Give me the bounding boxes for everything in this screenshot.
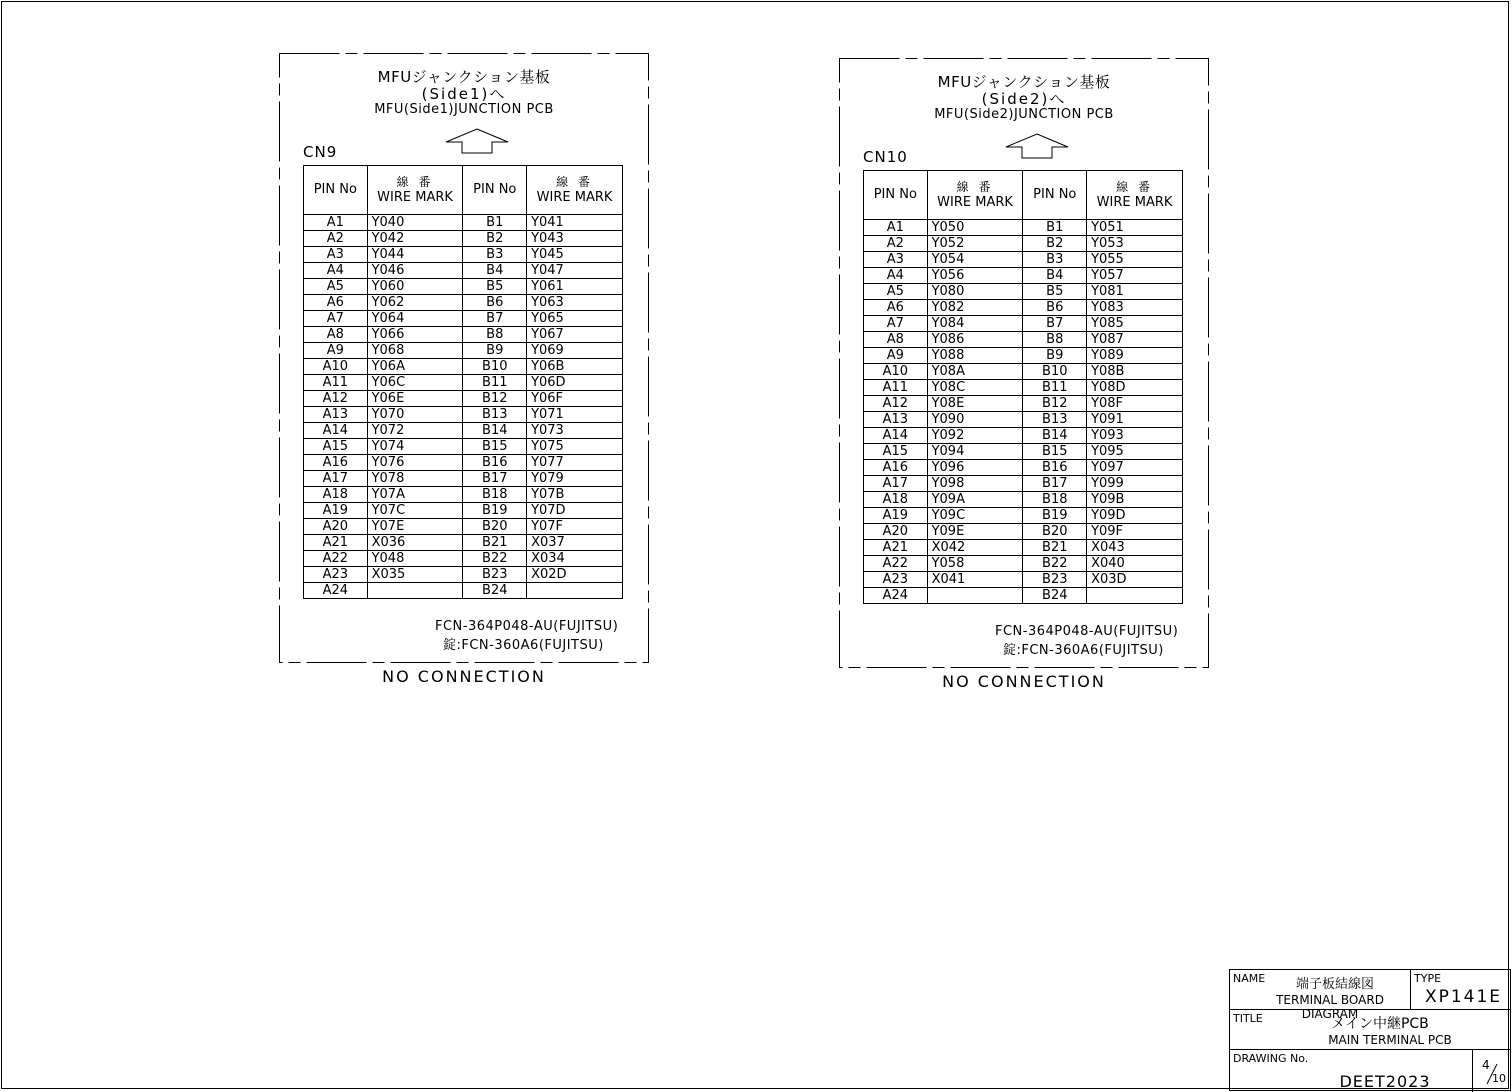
wire-a-cell: Y08E xyxy=(927,396,1023,412)
pin-a-cell: A7 xyxy=(304,311,368,327)
pin-a-cell: A11 xyxy=(304,375,368,391)
pin-b-cell: B22 xyxy=(463,551,527,567)
pin-a-cell: A16 xyxy=(864,460,928,476)
wire-a-cell: Y09A xyxy=(927,492,1023,508)
pin-b-cell: B23 xyxy=(463,567,527,583)
wire-a-cell: Y07A xyxy=(367,487,463,503)
pin-b-cell: B19 xyxy=(463,503,527,519)
title-cell xyxy=(1229,1009,1511,1050)
wire-a-cell: Y048 xyxy=(367,551,463,567)
wire-a-cell: Y060 xyxy=(367,279,463,295)
wire-b-cell: Y067 xyxy=(527,327,623,343)
table-row xyxy=(304,407,623,423)
wire-a-cell: Y082 xyxy=(927,300,1023,316)
wire-b-cell: X02D xyxy=(527,567,623,583)
table-row xyxy=(304,423,623,439)
table-row xyxy=(304,519,623,535)
connector-label: CN10 xyxy=(863,148,908,166)
table-row xyxy=(304,583,623,599)
pin-a-cell: A15 xyxy=(864,444,928,460)
table-row xyxy=(304,391,623,407)
pin-b-cell: B7 xyxy=(463,311,527,327)
pin-a-cell: A13 xyxy=(304,407,368,423)
wire-b-cell: Y06B xyxy=(527,359,623,375)
wire-a-cell: Y072 xyxy=(367,423,463,439)
pin-table xyxy=(863,170,1183,604)
pin-b-cell: B17 xyxy=(1023,476,1087,492)
table-row xyxy=(864,268,1183,284)
connector-label: CN9 xyxy=(303,143,338,161)
pin-b-cell: B3 xyxy=(1023,252,1087,268)
pin-header-b: PIN No xyxy=(463,166,527,215)
pin-a-cell: A1 xyxy=(304,215,368,231)
table-row xyxy=(864,572,1183,588)
pin-a-cell: A4 xyxy=(864,268,928,284)
pin-b-cell: B12 xyxy=(463,391,527,407)
wire-a-cell: Y040 xyxy=(367,215,463,231)
wire-header-b: 線 番 WIRE MARK xyxy=(527,166,623,215)
sheet-number: 4 xyxy=(1482,1058,1490,1072)
wire-a-cell: Y070 xyxy=(367,407,463,423)
table-row xyxy=(864,524,1183,540)
wire-a-cell: Y09E xyxy=(927,524,1023,540)
table-row xyxy=(304,551,623,567)
part-number: FCN-364P048-AU(FUJITSU) xyxy=(995,624,1179,639)
wire-a-cell: Y090 xyxy=(927,412,1023,428)
wire-b-cell: Y089 xyxy=(1087,348,1183,364)
panel-title-jp: MFUジャンクション基板 xyxy=(937,73,1111,91)
part-number: FCN-364P048-AU(FUJITSU) xyxy=(435,619,619,634)
wire-a-cell: Y062 xyxy=(367,295,463,311)
drawing-value: DEET2023 xyxy=(1339,1072,1431,1091)
pin-a-cell: A14 xyxy=(864,428,928,444)
table-row xyxy=(864,460,1183,476)
wire-b-cell: Y091 xyxy=(1087,412,1183,428)
pin-b-cell: B3 xyxy=(463,247,527,263)
pin-b-cell: B7 xyxy=(1023,316,1087,332)
pin-a-cell: A18 xyxy=(304,487,368,503)
pin-b-cell: B18 xyxy=(1023,492,1087,508)
wire-b-cell: Y057 xyxy=(1087,268,1183,284)
wire-b-cell: Y085 xyxy=(1087,316,1183,332)
wire-b-cell: Y041 xyxy=(527,215,623,231)
pin-a-cell: A9 xyxy=(304,343,368,359)
pin-b-cell: B15 xyxy=(463,439,527,455)
pin-a-cell: A1 xyxy=(864,220,928,236)
wire-b-cell: Y061 xyxy=(527,279,623,295)
panel-title-en: MFU(Side2)JUNCTION PCB xyxy=(934,107,1114,122)
wire-a-cell: Y042 xyxy=(367,231,463,247)
pin-a-cell: A2 xyxy=(864,236,928,252)
table-row xyxy=(304,567,623,583)
pin-b-cell: B16 xyxy=(463,455,527,471)
type-cell xyxy=(1410,969,1511,1010)
wire-b-cell: Y087 xyxy=(1087,332,1183,348)
wire-b-cell: X040 xyxy=(1087,556,1183,572)
wire-a-cell: Y074 xyxy=(367,439,463,455)
table-row xyxy=(864,348,1183,364)
wire-b-cell: Y063 xyxy=(527,295,623,311)
table-row xyxy=(864,236,1183,252)
pin-a-cell: A22 xyxy=(864,556,928,572)
wire-a-cell: Y078 xyxy=(367,471,463,487)
table-row xyxy=(864,556,1183,572)
pin-b-cell: B1 xyxy=(1023,220,1087,236)
wire-header-b: 線 番 WIRE MARK xyxy=(1087,171,1183,220)
pin-b-cell: B21 xyxy=(463,535,527,551)
table-row xyxy=(864,396,1183,412)
wire-b-cell xyxy=(1087,588,1183,604)
table-row xyxy=(304,455,623,471)
pin-b-cell: B1 xyxy=(463,215,527,231)
table-row xyxy=(304,535,623,551)
pin-a-cell: A3 xyxy=(864,252,928,268)
wire-a-cell: Y08C xyxy=(927,380,1023,396)
pin-b-cell: B4 xyxy=(1023,268,1087,284)
pin-b-cell: B4 xyxy=(463,263,527,279)
pin-b-cell: B20 xyxy=(1023,524,1087,540)
wire-b-cell: Y07D xyxy=(527,503,623,519)
wire-a-cell: Y046 xyxy=(367,263,463,279)
wire-b-cell: X037 xyxy=(527,535,623,551)
wire-b-cell: Y075 xyxy=(527,439,623,455)
pin-a-cell: A13 xyxy=(864,412,928,428)
pin-b-cell: B5 xyxy=(1023,284,1087,300)
table-row xyxy=(304,343,623,359)
table-row xyxy=(304,439,623,455)
pin-a-cell: A6 xyxy=(864,300,928,316)
up-arrow-icon xyxy=(444,128,510,154)
wire-b-cell: Y081 xyxy=(1087,284,1183,300)
table-row xyxy=(864,588,1183,604)
connector-panel-cn10 xyxy=(839,58,1209,691)
pin-a-cell: A17 xyxy=(864,476,928,492)
wire-b-cell: Y055 xyxy=(1087,252,1183,268)
title-jp: メイン中継PCB xyxy=(1331,1016,1429,1032)
wire-header-a: 線 番 WIRE MARK xyxy=(367,166,463,215)
wire-b-cell: Y06D xyxy=(527,375,623,391)
pin-b-cell: B2 xyxy=(463,231,527,247)
pin-a-cell: A19 xyxy=(304,503,368,519)
wire-a-cell: Y050 xyxy=(927,220,1023,236)
pin-a-cell: A5 xyxy=(304,279,368,295)
wire-a-cell: Y054 xyxy=(927,252,1023,268)
wire-a-cell: Y084 xyxy=(927,316,1023,332)
wire-b-cell: Y08F xyxy=(1087,396,1183,412)
pin-b-cell: B5 xyxy=(463,279,527,295)
wire-a-cell: Y044 xyxy=(367,247,463,263)
wire-a-cell: Y066 xyxy=(367,327,463,343)
title-block xyxy=(1229,969,1511,1091)
pin-rows xyxy=(864,220,1183,604)
wire-a-cell: Y09C xyxy=(927,508,1023,524)
wire-a-cell: Y088 xyxy=(927,348,1023,364)
table-row xyxy=(864,284,1183,300)
pin-b-cell: B2 xyxy=(1023,236,1087,252)
wire-a-cell: Y096 xyxy=(927,460,1023,476)
wire-a-cell: Y098 xyxy=(927,476,1023,492)
pin-a-cell: A15 xyxy=(304,439,368,455)
wire-a-cell: Y064 xyxy=(367,311,463,327)
pin-a-cell: A4 xyxy=(304,263,368,279)
drawing-sheet xyxy=(1,1,1509,1089)
pin-a-cell: A24 xyxy=(304,583,368,599)
pin-a-cell: A19 xyxy=(864,508,928,524)
pin-a-cell: A7 xyxy=(864,316,928,332)
panel-title-side: (Side2)へ xyxy=(981,90,1067,108)
pin-b-cell: B13 xyxy=(463,407,527,423)
wire-a-cell: X035 xyxy=(367,567,463,583)
drawing-label: DRAWING No. xyxy=(1233,1052,1309,1065)
table-row xyxy=(864,508,1183,524)
wire-b-cell: X03D xyxy=(1087,572,1183,588)
pin-b-cell: B19 xyxy=(1023,508,1087,524)
pin-b-cell: B14 xyxy=(463,423,527,439)
table-row xyxy=(864,444,1183,460)
wire-a-cell: Y08A xyxy=(927,364,1023,380)
panel-title-side: (Side1)へ xyxy=(421,85,507,103)
pin-a-cell: A20 xyxy=(864,524,928,540)
pin-a-cell: A17 xyxy=(304,471,368,487)
wire-a-cell: Y086 xyxy=(927,332,1023,348)
table-row xyxy=(304,263,623,279)
wire-b-cell: Y069 xyxy=(527,343,623,359)
wire-a-cell: X042 xyxy=(927,540,1023,556)
wire-b-cell: Y097 xyxy=(1087,460,1183,476)
panel-title-en: MFU(Side1)JUNCTION PCB xyxy=(374,102,554,117)
wire-a-cell: Y052 xyxy=(927,236,1023,252)
lock-part-number: 錠:FCN-360A6(FUJITSU) xyxy=(443,638,604,653)
pin-b-cell: B12 xyxy=(1023,396,1087,412)
table-row xyxy=(304,279,623,295)
table-row xyxy=(864,252,1183,268)
pin-b-cell: B21 xyxy=(1023,540,1087,556)
wire-a-cell: Y058 xyxy=(927,556,1023,572)
name-jp: 端子板結線図 xyxy=(1295,977,1374,992)
pin-b-cell: B24 xyxy=(463,583,527,599)
table-row xyxy=(864,492,1183,508)
pin-a-cell: A18 xyxy=(864,492,928,508)
name-label: NAME xyxy=(1233,972,1266,985)
table-row xyxy=(304,295,623,311)
pin-b-cell: B6 xyxy=(1023,300,1087,316)
connector-panel-cn9 xyxy=(279,53,649,686)
table-row xyxy=(304,327,623,343)
up-arrow-icon xyxy=(1004,133,1070,159)
pin-table xyxy=(303,165,623,599)
wire-a-cell xyxy=(367,583,463,599)
pin-b-cell: B14 xyxy=(1023,428,1087,444)
table-row xyxy=(864,428,1183,444)
pin-a-cell: A12 xyxy=(864,396,928,412)
pin-b-cell: B13 xyxy=(1023,412,1087,428)
no-connection-note: NO CONNECTION xyxy=(382,667,546,686)
wire-a-cell: Y092 xyxy=(927,428,1023,444)
table-row xyxy=(304,359,623,375)
pin-a-cell: A5 xyxy=(864,284,928,300)
wire-header-a: 線 番 WIRE MARK xyxy=(927,171,1023,220)
wire-b-cell: Y099 xyxy=(1087,476,1183,492)
pin-a-cell: A9 xyxy=(864,348,928,364)
title-label: TITLE xyxy=(1233,1012,1263,1025)
sheet-number-divider xyxy=(1472,1050,1473,1092)
pin-b-cell: B8 xyxy=(1023,332,1087,348)
type-value: XP141E xyxy=(1424,987,1503,1007)
wire-b-cell: Y09B xyxy=(1087,492,1183,508)
wire-b-cell: Y079 xyxy=(527,471,623,487)
pin-a-cell: A8 xyxy=(864,332,928,348)
table-row xyxy=(864,412,1183,428)
wire-b-cell: X043 xyxy=(1087,540,1183,556)
wire-a-cell: Y07C xyxy=(367,503,463,519)
table-row xyxy=(304,231,623,247)
pin-b-cell: B10 xyxy=(1023,364,1087,380)
pin-b-cell: B9 xyxy=(463,343,527,359)
pin-header-b: PIN No xyxy=(1023,171,1087,220)
table-row xyxy=(304,247,623,263)
pin-header-a: PIN No xyxy=(864,171,928,220)
pin-a-cell: A14 xyxy=(304,423,368,439)
pin-b-cell: B20 xyxy=(463,519,527,535)
type-label: TYPE xyxy=(1414,972,1442,985)
pin-a-cell: A23 xyxy=(864,572,928,588)
wire-b-cell: Y06F xyxy=(527,391,623,407)
pin-b-cell: B9 xyxy=(1023,348,1087,364)
table-row xyxy=(304,375,623,391)
wire-b-cell: Y07F xyxy=(527,519,623,535)
panel-title-jp: MFUジャンクション基板 xyxy=(377,68,551,86)
pin-a-cell: A21 xyxy=(304,535,368,551)
wire-b-cell: Y073 xyxy=(527,423,623,439)
pin-a-cell: A8 xyxy=(304,327,368,343)
wire-a-cell: Y094 xyxy=(927,444,1023,460)
pin-b-cell: B22 xyxy=(1023,556,1087,572)
table-row xyxy=(304,471,623,487)
pin-rows xyxy=(304,215,623,599)
wire-b-cell: Y047 xyxy=(527,263,623,279)
pin-a-cell: A20 xyxy=(304,519,368,535)
wire-a-cell: Y07E xyxy=(367,519,463,535)
table-row xyxy=(864,332,1183,348)
wire-b-cell: Y09D xyxy=(1087,508,1183,524)
wire-b-cell: Y093 xyxy=(1087,428,1183,444)
wire-b-cell: Y09F xyxy=(1087,524,1183,540)
table-row xyxy=(304,215,623,231)
pin-b-cell: B24 xyxy=(1023,588,1087,604)
pin-a-cell: A16 xyxy=(304,455,368,471)
wire-a-cell: Y076 xyxy=(367,455,463,471)
pin-a-cell: A3 xyxy=(304,247,368,263)
pin-b-cell: B23 xyxy=(1023,572,1087,588)
lock-part-number: 錠:FCN-360A6(FUJITSU) xyxy=(1003,643,1164,658)
no-connection-note: NO CONNECTION xyxy=(942,672,1106,691)
pin-b-cell: B15 xyxy=(1023,444,1087,460)
title-en: MAIN TERMINAL PCB xyxy=(1328,1033,1452,1047)
table-row xyxy=(864,220,1183,236)
wire-a-cell: Y080 xyxy=(927,284,1023,300)
pin-header-a: PIN No xyxy=(304,166,368,215)
wire-b-cell: Y051 xyxy=(1087,220,1183,236)
pin-b-cell: B11 xyxy=(463,375,527,391)
table-row xyxy=(304,311,623,327)
table-row xyxy=(864,316,1183,332)
table-row xyxy=(864,300,1183,316)
table-row xyxy=(864,540,1183,556)
pin-a-cell: A10 xyxy=(864,364,928,380)
pin-b-cell: B17 xyxy=(463,471,527,487)
wire-b-cell: Y043 xyxy=(527,231,623,247)
pin-a-cell: A23 xyxy=(304,567,368,583)
pin-b-cell: B8 xyxy=(463,327,527,343)
wire-b-cell: Y083 xyxy=(1087,300,1183,316)
wire-a-cell: Y056 xyxy=(927,268,1023,284)
wire-b-cell: Y08B xyxy=(1087,364,1183,380)
wire-b-cell: Y053 xyxy=(1087,236,1183,252)
pin-b-cell: B11 xyxy=(1023,380,1087,396)
sheet-total: 10 xyxy=(1492,1072,1506,1085)
wire-b-cell: Y071 xyxy=(527,407,623,423)
pin-b-cell: B18 xyxy=(463,487,527,503)
pin-a-cell: A22 xyxy=(304,551,368,567)
table-row xyxy=(304,503,623,519)
wire-b-cell: Y095 xyxy=(1087,444,1183,460)
wire-b-cell: Y07B xyxy=(527,487,623,503)
wire-a-cell: Y068 xyxy=(367,343,463,359)
wire-b-cell: Y08D xyxy=(1087,380,1183,396)
pin-b-cell: B16 xyxy=(1023,460,1087,476)
pin-a-cell: A6 xyxy=(304,295,368,311)
wire-b-cell: Y077 xyxy=(527,455,623,471)
pin-a-cell: A2 xyxy=(304,231,368,247)
pin-a-cell: A11 xyxy=(864,380,928,396)
wire-a-cell: Y06A xyxy=(367,359,463,375)
wire-b-cell xyxy=(527,583,623,599)
wire-b-cell: Y045 xyxy=(527,247,623,263)
pin-a-cell: A10 xyxy=(304,359,368,375)
wire-a-cell xyxy=(927,588,1023,604)
pin-a-cell: A24 xyxy=(864,588,928,604)
table-row xyxy=(864,380,1183,396)
table-row xyxy=(864,476,1183,492)
wire-b-cell: Y065 xyxy=(527,311,623,327)
table-row xyxy=(304,487,623,503)
wire-b-cell: X034 xyxy=(527,551,623,567)
pin-a-cell: A12 xyxy=(304,391,368,407)
pin-b-cell: B6 xyxy=(463,295,527,311)
wire-a-cell: X036 xyxy=(367,535,463,551)
wire-a-cell: Y06C xyxy=(367,375,463,391)
table-row xyxy=(864,364,1183,380)
name-en: TERMINAL BOARD DIAGRAM xyxy=(1276,993,1384,1021)
drawing-cell xyxy=(1229,1049,1511,1091)
pin-a-cell: A21 xyxy=(864,540,928,556)
wire-a-cell: X041 xyxy=(927,572,1023,588)
pin-b-cell: B10 xyxy=(463,359,527,375)
wire-a-cell: Y06E xyxy=(367,391,463,407)
